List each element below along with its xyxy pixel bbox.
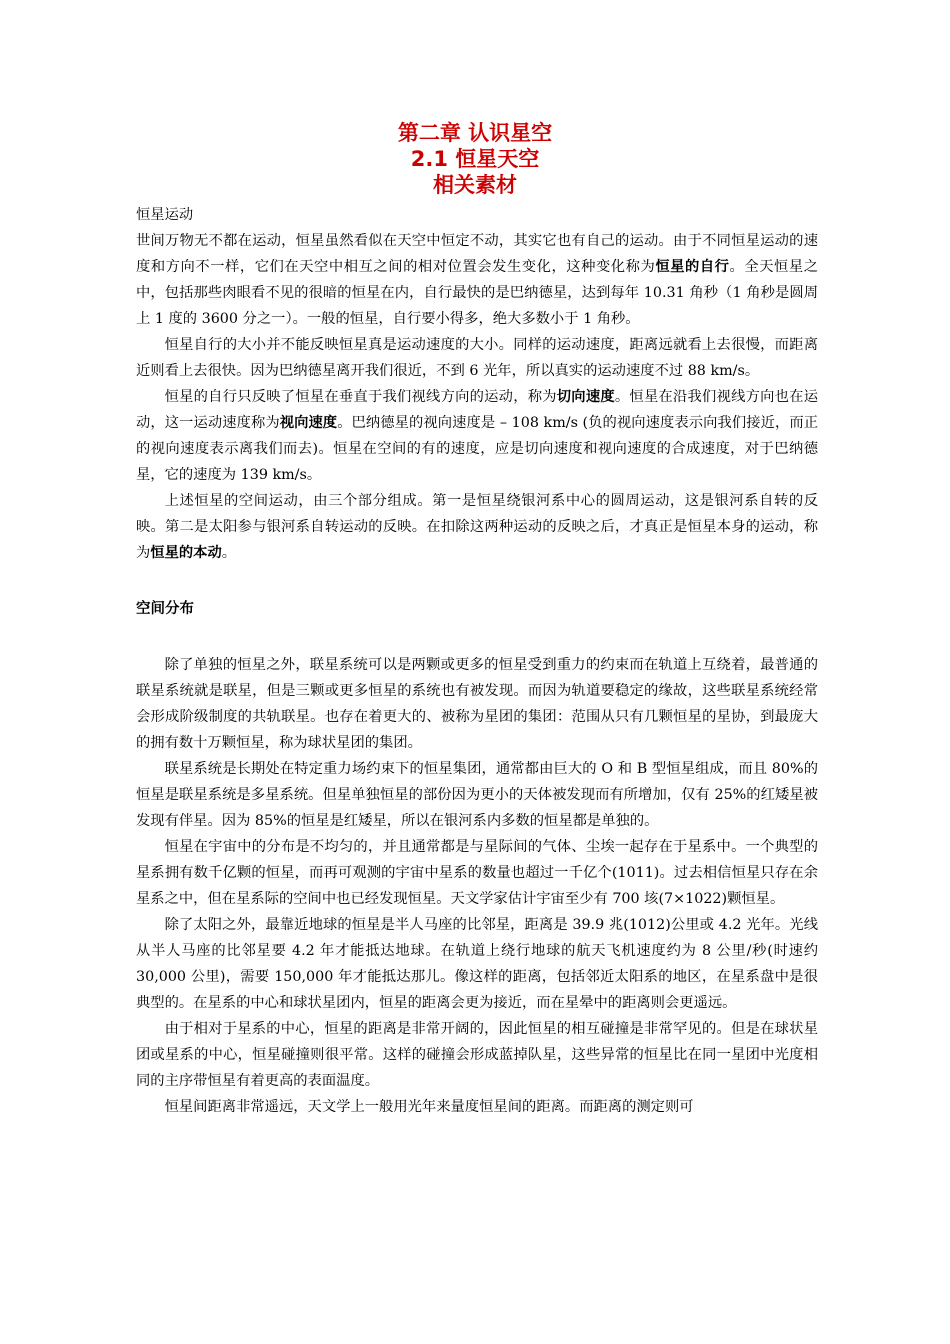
paragraph (136, 228, 818, 332)
paragraph: 除了单独的恒星之外，联星系统可以是两颗或更多的恒星受到重力的约束而在轨道上互绕着，最普通的联星系统就是联星，但是三颗或更多恒星的系统也有被发现。而因为轨道要稳定的缘故，这些联星系统经常会形成阶级制度的共轨联星。也存在着更大的、被称为星团的集团：范围从只有几颗恒星的星协，到最庞大的拥有数十万颗恒星，称为球状星团的集团。 (136, 657, 818, 751)
paragraph: 恒星自行的大小并不能反映恒星真是运动速度的大小。同样的运动速度，距离远就看上去很慢，而距离近则看上去很快。因为巴纳德星离开我们很近，不到 6 光年，所以真实的运动速度不过 88 km/s。 (136, 337, 818, 379)
text-run: 上述恒星的空间运动，由三个部分组成。第一是恒星绕银河系中心的圆周运动，这是银河系自转的反映。第二是太阳参与银河系自转运动的反映。在扣除这两种运动的反映之后，才真正是恒星本身的运动，称为 (136, 493, 818, 561)
chapter-title: 第二章 认识星空 (397, 121, 553, 145)
bold-term: 切向速度 (556, 389, 615, 405)
paragraph: 恒星在宇宙中的分布是不均匀的，并且通常都是与星际间的气体、尘埃一起存在于星系中。一个典型的星系拥有数千亿颗的恒星，而再可观测的宇宙中星系的数量也超过一千亿个(1011)。过去相信恒星只存在余星系之中，但在星系际的空间中也已经发现恒星。天文学家估计宇宙至少有 700 垓(7×1022)颗恒星。 (136, 839, 818, 907)
paragraph: 除了太阳之外，最靠近地球的恒星是半人马座的比邻星，距离是 39.9 兆(1012)公里或 4.2 光年。光线从半人马座的比邻星要 4.2 年才能抵达地球。在轨道上绕行地球的航天飞机速度约为 8 公里/秒(时速约 30,000 公里)，需要 150,000 年才能抵达那儿。像这样的距离，包括邻近太阳系的地区，在星系盘中是很典型的。在星系的中心和球状星团内，恒星的距离会更为接近，而在星晕中的距离则会更遥远。 (136, 917, 818, 1011)
section-label-star-motion: 恒星运动 (136, 207, 194, 223)
subtitle: 相关素材 (433, 173, 517, 197)
paragraph (136, 488, 818, 566)
text-run: 。恒星在沿我们视线方向也在运动，这一运动速度称为 (136, 389, 819, 431)
section-heading-spatial-distribution: 空间分布 (136, 601, 194, 617)
text-run: 。 (221, 545, 237, 561)
bold-term: 视向速度 (279, 415, 338, 431)
paragraph (136, 384, 818, 488)
text-run: 恒星的自行只反映了恒星在垂直于我们视线方向的运动，称为 (164, 389, 557, 405)
title-block (0, 120, 950, 198)
document-body (136, 202, 818, 1120)
bold-term: 恒星的自行 (655, 259, 730, 275)
section-title: 2.1 恒星天空 (410, 147, 540, 171)
text-run: 。全天恒星之中，包括那些肉眼看不见的很暗的恒星在内，自行最快的是巴纳德星，达到每年 10.31 角秒（1 角秒是圆周上 1 度的 3600 分之一）。一般的恒星，自行要小得多，绝大多数小于 1 角秒。 (136, 259, 819, 327)
text-run: 。巴纳德星的视向速度是 – 108 km/s (负的视向速度表示向我们接近，而正的视向速度表示离我们而去)。恒星在空间的有的速度，应是切向速度和视向速度的合成速度，对于巴纳德星，它的速度为 139 km/s。 (136, 415, 819, 483)
paragraph: 由于相对于星系的中心，恒星的距离是非常开阔的，因此恒星的相互碰撞是非常罕见的。但是在球状星团或星系的中心，恒星碰撞则很平常。这样的碰撞会形成蓝掉队星，这些异常的恒星比在同一星团中光度相同的主序带恒星有着更高的表面温度。 (136, 1021, 818, 1089)
bold-term: 恒星的本动 (150, 545, 222, 561)
paragraph: 恒星间距离非常遥远，天文学上一般用光年来量度恒星间的距离。而距离的测定则可 (164, 1099, 694, 1115)
paragraph: 联星系统是长期处在特定重力场约束下的恒星集团，通常都由巨大的 O 和 B 型恒星组成，而且 80%的恒星是联星系统是多星系统。但星单独恒星的部份因为更小的天体被发现而有所增加，仅有 25%的红矮星被发现有伴星。因为 85%的恒星是红矮星，所以在银河系内多数的恒星都是单独的。 (136, 761, 818, 829)
text-run: 世间万物无不都在运动，恒星虽然看似在天空中恒定不动，其实它也有自己的运动。由于不同恒星运动的速度和方向不一样，它们在天空中相互之间的相对位置会发生变化，这种变化称为 (136, 233, 818, 275)
